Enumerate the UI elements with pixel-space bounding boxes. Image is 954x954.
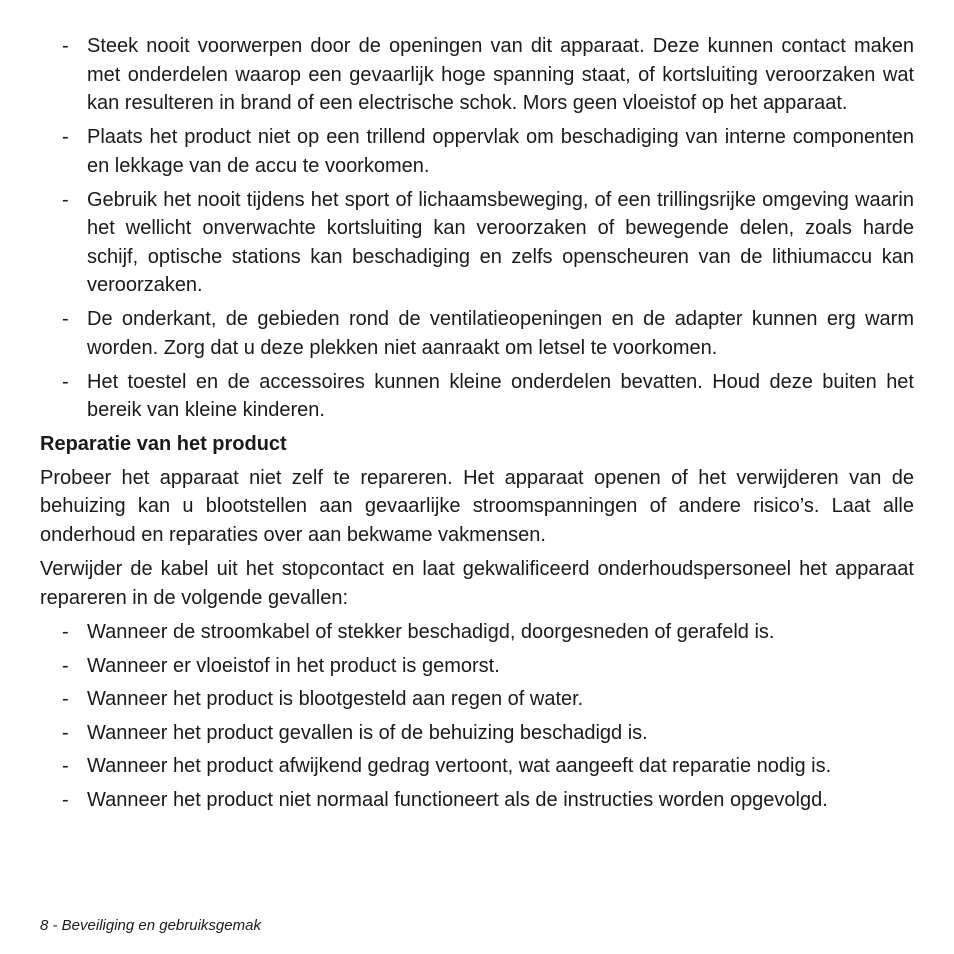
repair-cases-list	[40, 618, 914, 814]
section-heading: Reparatie van het product	[40, 433, 287, 455]
bullet-dash: -	[62, 721, 69, 744]
list-item-text: Wanneer er vloeistof in het product is gemorst.	[87, 654, 500, 677]
unplug-paragraph: Verwijder de kabel uit het stopcontact en laat gekwalificeerd onderhoudspersoneel het apparaat repareren in de volgende gevallen:	[40, 558, 914, 609]
bullet-dash: -	[62, 788, 69, 811]
list-item	[40, 685, 914, 714]
list-item	[40, 123, 914, 180]
bullet-dash: -	[62, 621, 69, 643]
safety-bullet-list	[40, 32, 914, 425]
bullet-dash: -	[62, 755, 69, 777]
bullet-dash: -	[62, 654, 69, 677]
list-item-text: Gebruik het nooit tijdens het sport of lichaamsbeweging, of een trillingsrijke omgeving waarin het wellicht onverwachte kortsluiting kan veroorzaken of bewegende delen, zoals harde schijf, optische stations kan beschadiging en zelfs openscheuren van de lithiumaccu kan veroorzaken.	[87, 188, 914, 296]
list-item-text: Wanneer het product afwijkend gedrag vertoont, wat aangeeft dat reparatie nodig is.	[87, 755, 832, 777]
list-item-text: Plaats het product niet op een trillend oppervlak om beschadiging van interne componenten en lekkage van de accu te voorkomen.	[87, 126, 914, 177]
bullet-dash: -	[62, 370, 69, 393]
page-footer: 8 - Beveiliging en gebruiksgemak	[40, 917, 261, 934]
list-item-text: Wanneer het product niet normaal functioneert als de instructies worden opgevolgd.	[87, 788, 828, 811]
repair-paragraph: Probeer het apparaat niet zelf te repareren. Het apparaat openen of het verwijderen van de behuizing kan u blootstellen aan gevaarlijke stroomspanningen of andere risico’s. Laat alle onderhoud en reparaties over aan bekwame vakmensen.	[40, 466, 914, 546]
bullet-dash: -	[62, 126, 69, 148]
list-item	[40, 719, 914, 748]
list-item	[40, 786, 914, 815]
list-item	[40, 652, 914, 681]
bullet-dash: -	[62, 35, 69, 57]
list-item	[40, 752, 914, 781]
list-item	[40, 368, 914, 425]
list-item	[40, 186, 914, 300]
bullet-dash: -	[62, 688, 69, 710]
list-item-text: Steek nooit voorwerpen door de openingen van dit apparaat. Deze kunnen contact maken met onderdelen waarop een gevaarlijk hoge spanning staat, of kortsluiting veroorzaken wat kan resulteren in brand of een electrische schok. Mors geen vloeistof op het apparaat.	[87, 35, 914, 114]
list-item-text: Het toestel en de accessoires kunnen kleine onderdelen bevatten. Houd deze buiten het bereik van kleine kinderen.	[87, 370, 914, 421]
document-body	[40, 32, 914, 819]
bullet-dash: -	[62, 308, 69, 330]
bullet-dash: -	[62, 188, 69, 211]
list-item	[40, 305, 914, 362]
list-item	[40, 618, 914, 647]
list-item-text: Wanneer het product is blootgesteld aan regen of water.	[87, 688, 584, 710]
list-item-text: De onderkant, de gebieden rond de ventilatieopeningen en de adapter kunnen erg warm worden. Zorg dat u deze plekken niet aanraakt om letsel te voorkomen.	[87, 308, 914, 359]
list-item-text: Wanneer de stroomkabel of stekker beschadigd, doorgesneden of gerafeld is.	[87, 621, 775, 643]
list-item	[40, 32, 914, 118]
list-item-text: Wanneer het product gevallen is of de behuizing beschadigd is.	[87, 721, 648, 744]
